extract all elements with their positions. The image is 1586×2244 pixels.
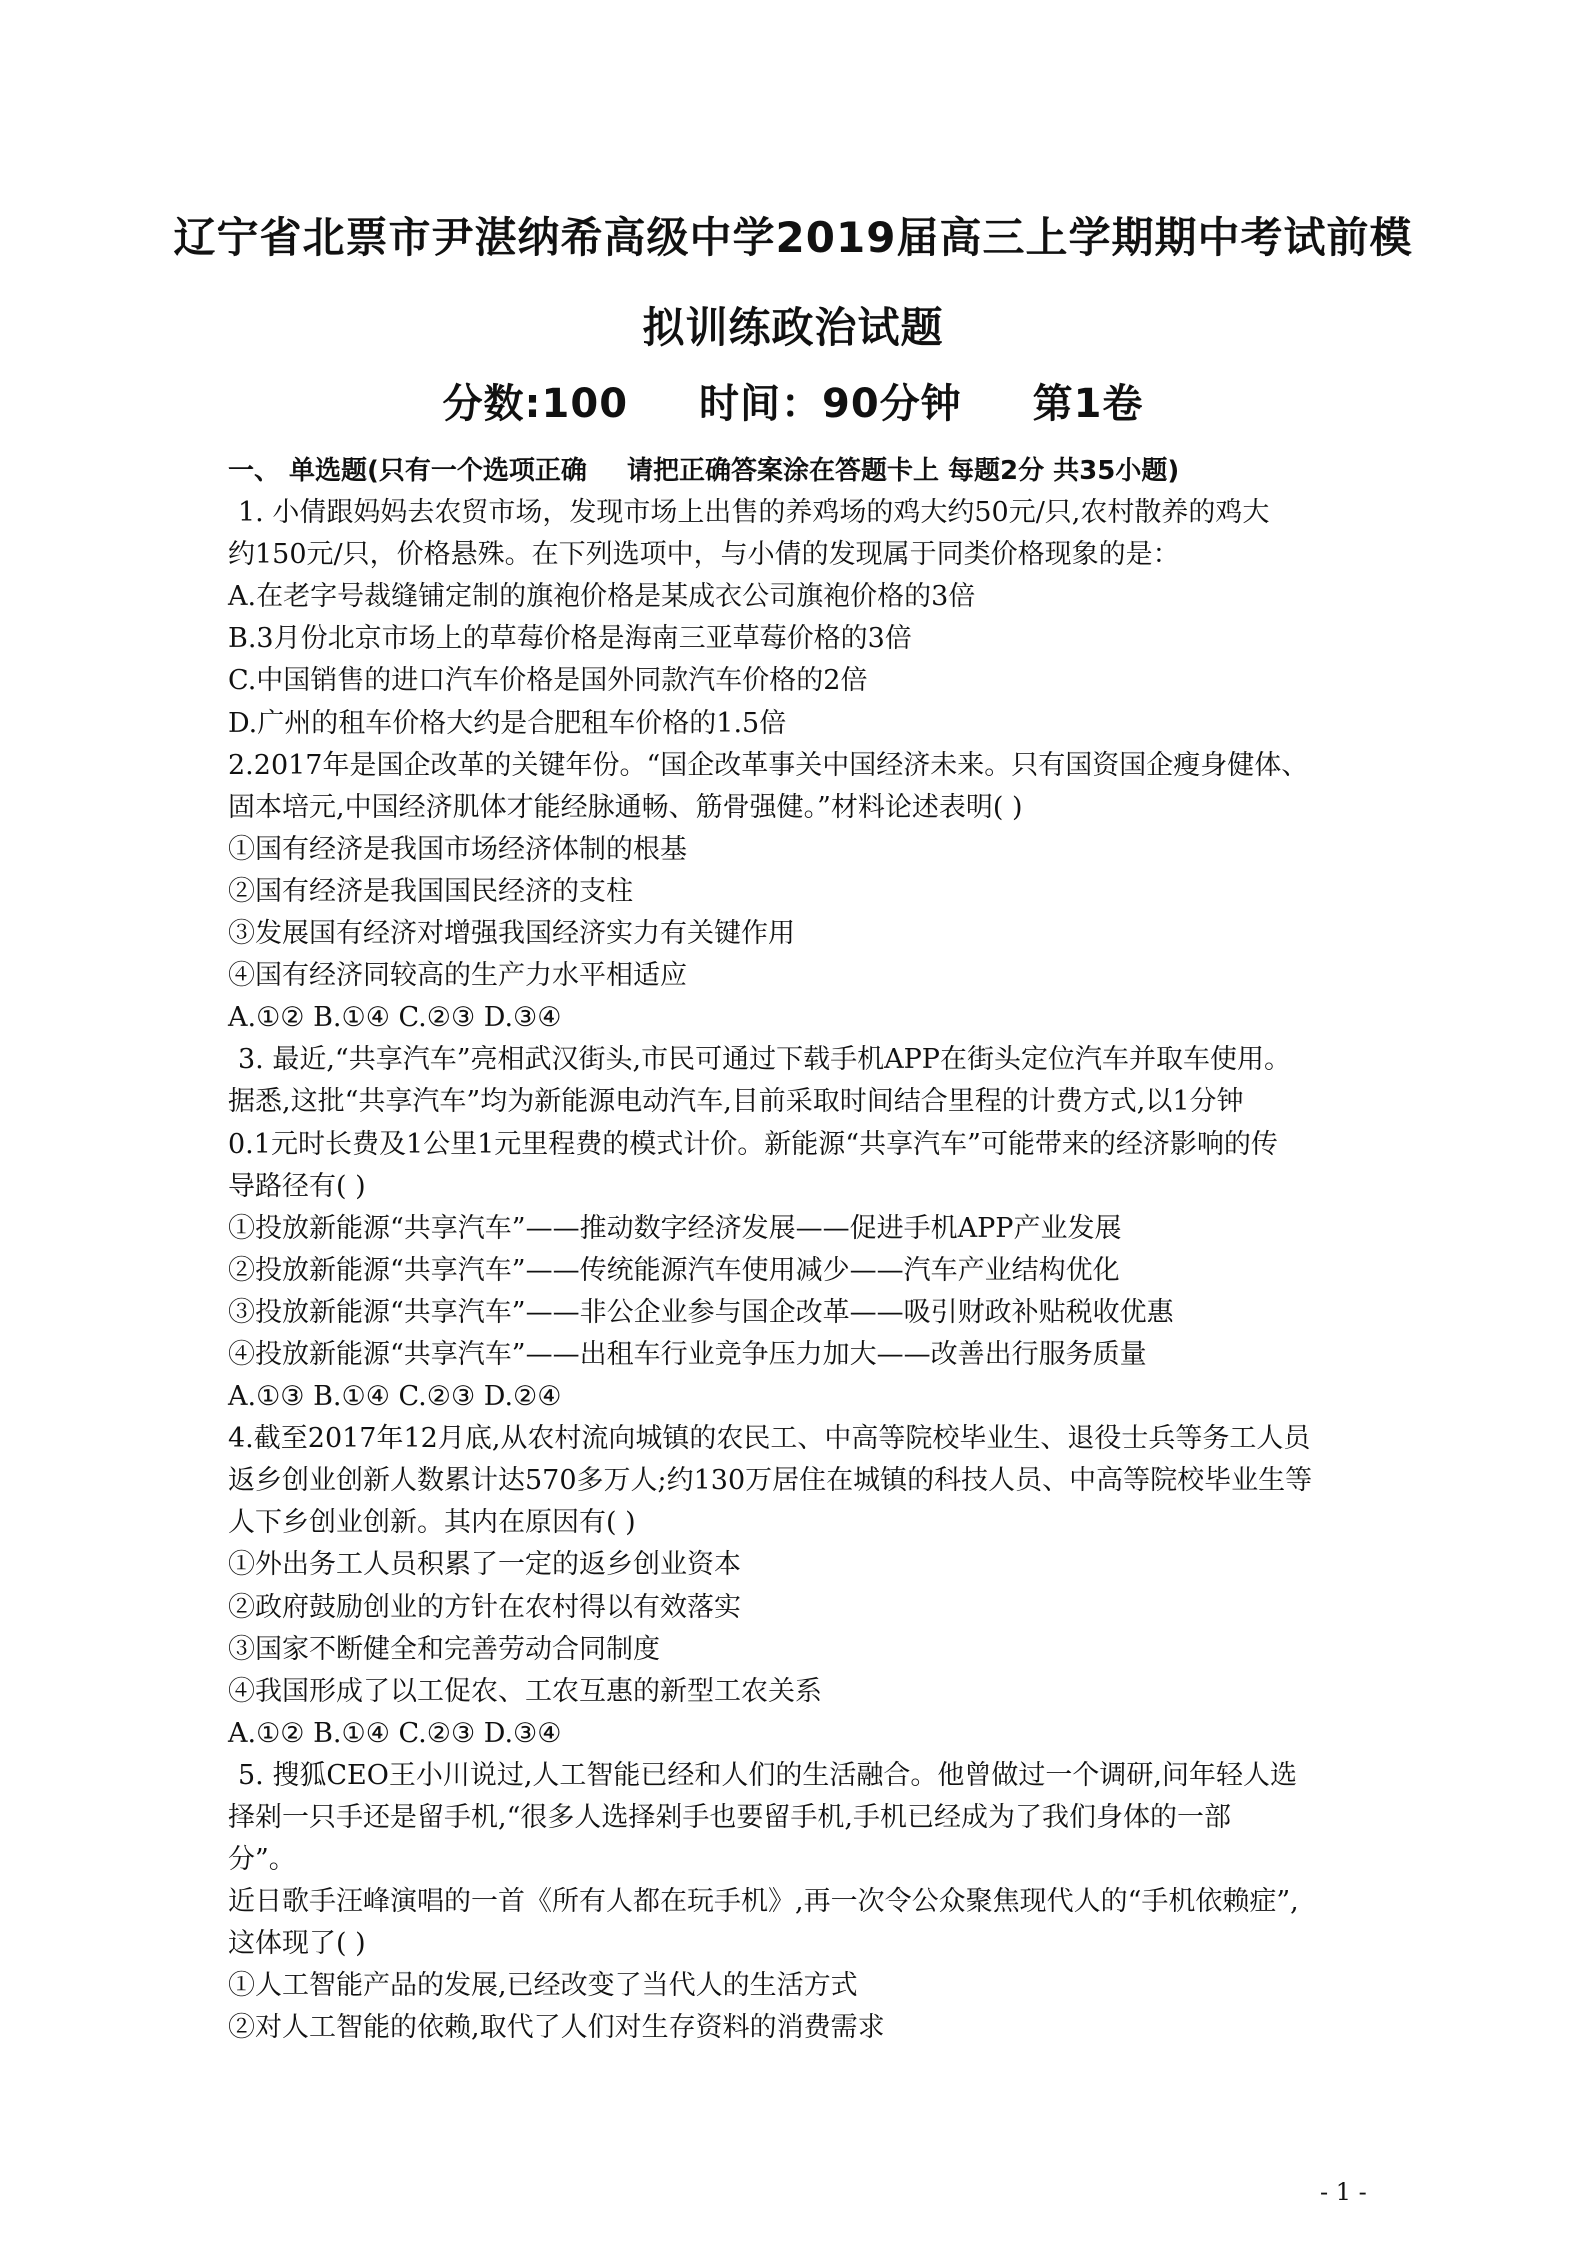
section-heading-part-1: 一、 单选题(只有一个选项正确: [228, 456, 587, 486]
statement-2: ②国有经济是我国国民经济的支柱: [228, 875, 633, 907]
question-2: [228, 745, 1378, 1040]
question-1: [228, 492, 1378, 745]
statement-2: ②政府鼓励创业的方针在农村得以有效落实: [228, 1591, 741, 1623]
choice-a: A.在老字号裁缝铺定制的旗袍价格是某成衣公司旗袍价格的3倍: [228, 581, 976, 613]
question-4: [228, 1418, 1378, 1755]
answer-choices: A.①② B.①④ C.②③ D.③④: [228, 1717, 562, 1749]
time-label: 时间：90分钟: [698, 381, 962, 427]
question-stem: 固本培元,中国经济肌体才能经脉通畅、筋骨强健。”材料论述表明( ): [228, 791, 1023, 823]
question-stem: 0.1元时长费及1公里1元里程费的模式计价。新能源“共享汽车”可能带来的经济影响的传: [228, 1128, 1278, 1160]
exam-body: [228, 450, 1378, 2050]
statement-3: ③投放新能源“共享汽车”——非公企业参与国企改革——吸引财政补贴税收优惠: [228, 1296, 1174, 1328]
statement-4: ④投放新能源“共享汽车”——出租车行业竞争压力加大——改善出行服务质量: [228, 1338, 1147, 1370]
answer-choices: A.①③ B.①④ C.②③ D.②④: [228, 1381, 562, 1413]
statement-1: ①国有经济是我国市场经济体制的根基: [228, 833, 687, 865]
question-stem: 1. 小倩跟妈妈去农贸市场，发现市场上出售的养鸡场的鸡大约50元/只,农村散养的鸡大: [238, 497, 1270, 529]
question-stem: 返乡创业创新人数累计达570多万人;约130万居住在城镇的科技人员、中高等院校毕业生等: [228, 1465, 1313, 1497]
question-stem: 这体现了( ): [228, 1928, 366, 1960]
answer-choices: A.①② B.①④ C.②③ D.③④: [228, 1002, 562, 1034]
question-stem: 据悉,这批“共享汽车”均为新能源电动汽车,目前采取时间结合里程的计费方式,以1分钟: [228, 1086, 1244, 1118]
page-number: - 1 -: [1320, 2178, 1367, 2206]
statement-3: ③国家不断健全和完善劳动合同制度: [228, 1633, 660, 1665]
statement-1: ①外出务工人员积累了一定的返乡创业资本: [228, 1549, 741, 1581]
section-heading-part-2: 请把正确答案涂在答题卡上 每题2分 共35小题): [626, 456, 1180, 486]
statement-4: ④我国形成了以工促农、工农互惠的新型工农关系: [228, 1675, 822, 1707]
exam-title-line-2: 拟训练政治试题: [642, 303, 944, 352]
statement-2: ②对人工智能的依赖,取代了人们对生存资料的消费需求: [228, 2012, 885, 2044]
question-stem: 4.截至2017年12月底,从农村流向城镇的农民工、中高等院校毕业生、退役士兵等务工人员: [228, 1423, 1311, 1455]
question-stem: 择剁一只手还是留手机,“很多人选择剁手也要留手机,手机已经成为了我们身体的一部: [228, 1802, 1231, 1833]
question-stem: 近日歌手汪峰演唱的一首《所有人都在玩手机》,再一次令公众聚焦现代人的“手机依赖症”,: [228, 1886, 1299, 1918]
section-heading: [228, 450, 1378, 492]
question-3: [228, 1039, 1378, 1418]
choice-b: B.3月份北京市场上的草莓价格是海南三亚草莓价格的3倍: [228, 623, 912, 655]
statement-3: ③发展国有经济对增强我国经济实力有关键作用: [228, 918, 795, 950]
question-stem: 分”。: [228, 1844, 296, 1876]
question-stem: 导路径有( ): [228, 1170, 366, 1202]
question-5: [228, 1755, 1378, 2050]
exam-meta: [0, 372, 1586, 429]
question-stem: 3. 最近,“共享汽车”亮相武汉街头,市民可通过下载手机APP在街头定位汽车并取车使用。: [238, 1044, 1291, 1076]
exam-title-line-1: 辽宁省北票市尹湛纳希高级中学2019届高三上学期期中考试前模: [173, 213, 1413, 262]
statement-1: ①人工智能产品的发展,已经改变了当代人的生活方式: [228, 1970, 858, 2002]
choice-c: C.中国销售的进口汽车价格是国外同款汽车价格的2倍: [228, 665, 868, 697]
volume-label: 第1卷: [1032, 381, 1144, 427]
statement-2: ②投放新能源“共享汽车”——传统能源汽车使用减少——汽车产业结构优化: [228, 1254, 1120, 1286]
question-stem: 2.2017年是国企改革的关键年份。“国企改革事关中国经济未来。只有国资国企瘦身健体、: [228, 749, 1309, 781]
statement-4: ④国有经济同较高的生产力水平相适应: [228, 960, 687, 992]
question-stem: 人下乡创业创新。其内在原因有( ): [228, 1507, 636, 1539]
choice-d: D.广州的租车价格大约是合肥租车价格的1.5倍: [228, 707, 787, 739]
question-stem: 5. 搜狐CEO王小川说过,人工智能已经和人们的生活融合。他曾做过一个调研,问年轻人选: [238, 1759, 1298, 1791]
score-label: 分数:100: [442, 381, 629, 427]
question-stem: 约150元/只，价格悬殊。在下列选项中，与小倩的发现属于同类价格现象的是：: [228, 539, 1180, 571]
statement-1: ①投放新能源“共享汽车”——推动数字经济发展——促进手机APP产业发展: [228, 1212, 1122, 1244]
